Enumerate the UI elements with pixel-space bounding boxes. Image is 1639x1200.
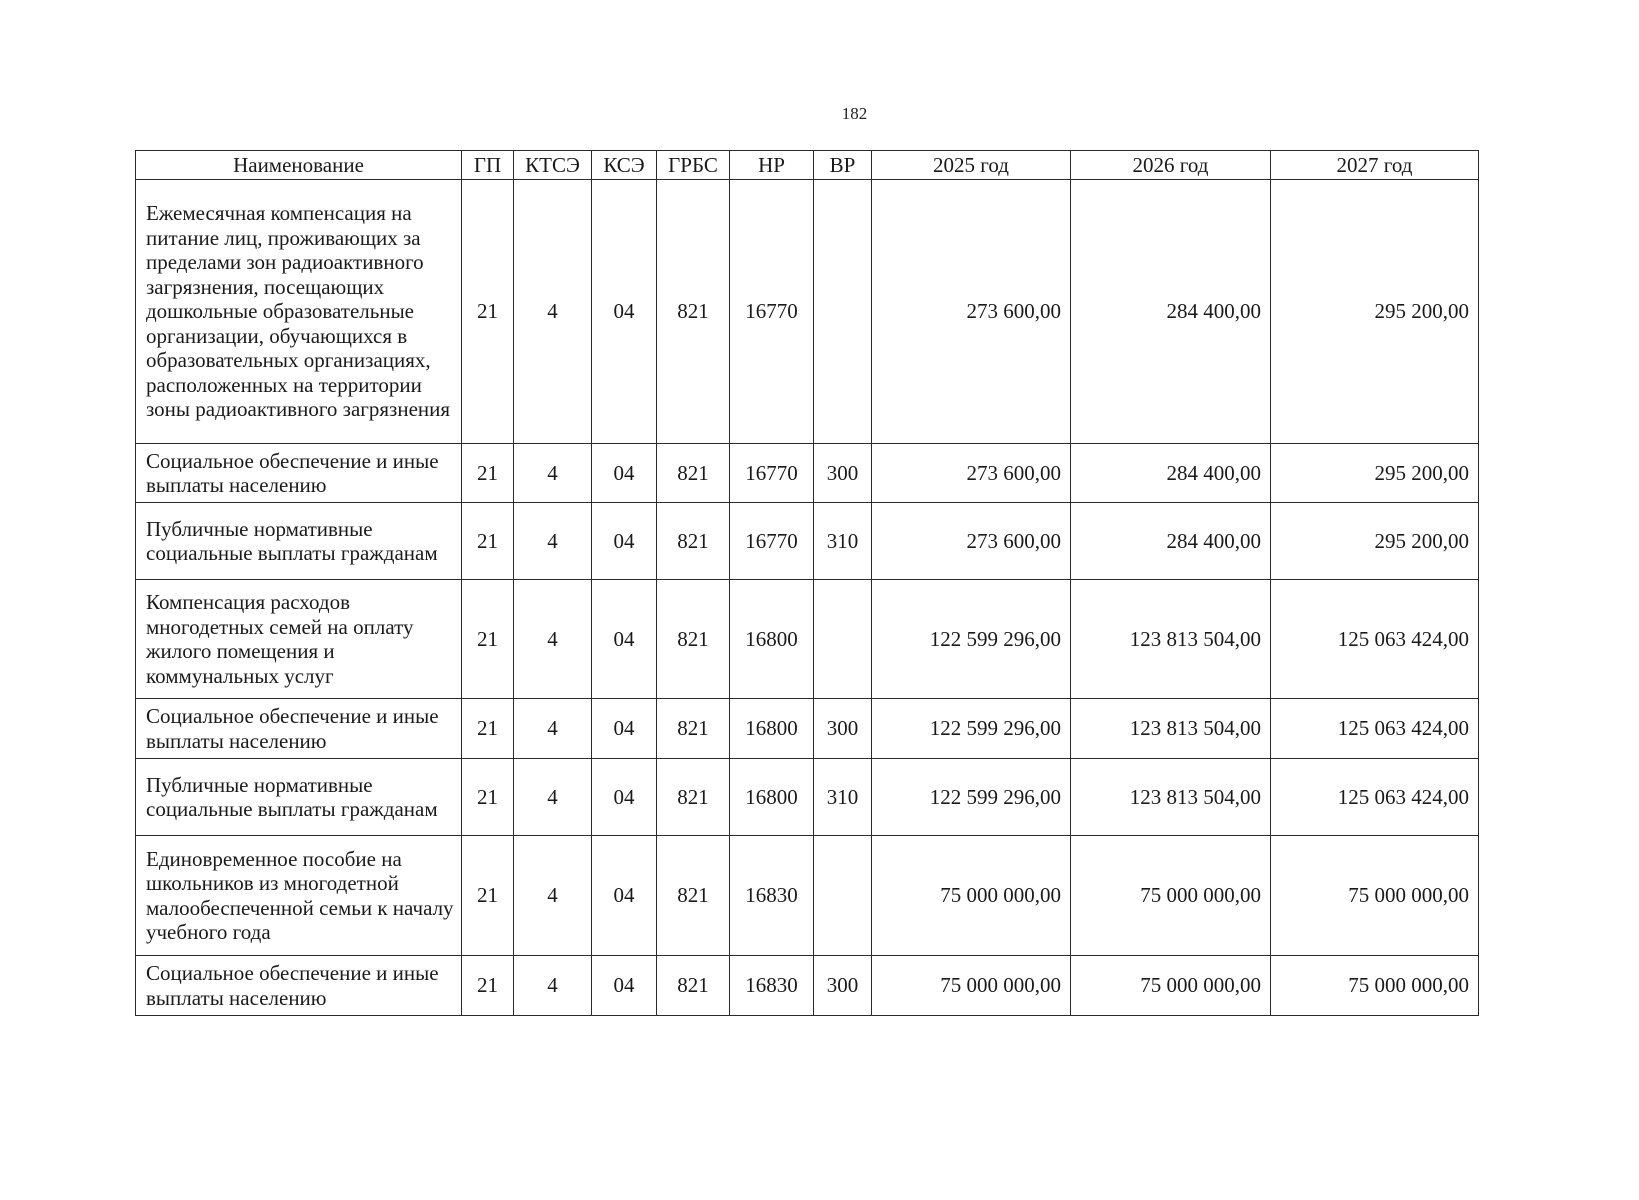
row-ktse: 4: [514, 759, 592, 836]
header-kse: КСЭ: [592, 151, 657, 180]
row-name: Социальное обеспечение и иные выплаты населению: [136, 699, 462, 759]
row-vr: [814, 180, 872, 444]
row-2027: 295 200,00: [1271, 444, 1479, 503]
row-grbs: 821: [657, 759, 730, 836]
row-kse: 04: [592, 759, 657, 836]
row-gp: 21: [462, 180, 514, 444]
row-nr: 16770: [730, 503, 814, 580]
row-name: Публичные нормативные социальные выплаты гражданам: [136, 503, 462, 580]
row-nr: 16830: [730, 956, 814, 1016]
row-kse: 04: [592, 444, 657, 503]
row-2025: 122 599 296,00: [872, 699, 1071, 759]
table-row: [136, 580, 1479, 699]
row-name: Социальное обеспечение и иные выплаты населению: [136, 956, 462, 1016]
row-gp: 21: [462, 699, 514, 759]
row-2026: 75 000 000,00: [1071, 956, 1271, 1016]
row-name: Единовременное пособие на школьников из многодетной малообеспеченной семьи к началу учебного года: [136, 836, 462, 956]
row-2025: 273 600,00: [872, 444, 1071, 503]
row-2027: 75 000 000,00: [1271, 956, 1479, 1016]
row-2027: 75 000 000,00: [1271, 836, 1479, 956]
row-gp: 21: [462, 836, 514, 956]
row-kse: 04: [592, 699, 657, 759]
row-name: Публичные нормативные социальные выплаты гражданам: [136, 759, 462, 836]
row-vr: 300: [814, 699, 872, 759]
row-nr: 16800: [730, 580, 814, 699]
row-vr: 300: [814, 444, 872, 503]
row-gp: 21: [462, 444, 514, 503]
row-vr: [814, 580, 872, 699]
row-gp: 21: [462, 759, 514, 836]
row-2027: 295 200,00: [1271, 180, 1479, 444]
row-nr: 16830: [730, 836, 814, 956]
row-2026: 123 813 504,00: [1071, 759, 1271, 836]
row-2025: 122 599 296,00: [872, 759, 1071, 836]
table-row: [136, 699, 1479, 759]
row-2025: 122 599 296,00: [872, 580, 1071, 699]
row-gp: 21: [462, 580, 514, 699]
row-2027: 295 200,00: [1271, 503, 1479, 580]
row-grbs: 821: [657, 580, 730, 699]
header-vr: ВР: [814, 151, 872, 180]
row-name: Ежемесячная компенсация на питание лиц, проживающих за пределами зон радиоактивного загрязнения, посещающих дошкольные образовательные организации, обучающихся в образовательных организациях, расположенных на территории зоны радиоактивного загрязнения: [136, 180, 462, 444]
page-number: 182: [841, 104, 868, 123]
row-vr: 310: [814, 503, 872, 580]
header-row: [136, 151, 1479, 180]
row-2026: 284 400,00: [1071, 444, 1271, 503]
row-kse: 04: [592, 956, 657, 1016]
row-grbs: 821: [657, 180, 730, 444]
row-nr: 16800: [730, 759, 814, 836]
row-ktse: 4: [514, 444, 592, 503]
row-2027: 125 063 424,00: [1271, 580, 1479, 699]
header-name: Наименование: [136, 151, 462, 180]
budget-table: [135, 150, 1479, 1016]
row-gp: 21: [462, 956, 514, 1016]
row-ktse: 4: [514, 836, 592, 956]
row-vr: [814, 836, 872, 956]
header-nr: НР: [730, 151, 814, 180]
row-kse: 04: [592, 180, 657, 444]
row-vr: 300: [814, 956, 872, 1016]
row-2025: 75 000 000,00: [872, 956, 1071, 1016]
row-kse: 04: [592, 580, 657, 699]
row-nr: 16770: [730, 180, 814, 444]
header-2026: 2026 год: [1071, 151, 1271, 180]
table-row: [136, 759, 1479, 836]
row-2027: 125 063 424,00: [1271, 759, 1479, 836]
table-row: [136, 836, 1479, 956]
table-row: [136, 444, 1479, 503]
row-gp: 21: [462, 503, 514, 580]
row-2027: 125 063 424,00: [1271, 699, 1479, 759]
table-row: [136, 503, 1479, 580]
row-2026: 75 000 000,00: [1071, 836, 1271, 956]
row-kse: 04: [592, 836, 657, 956]
row-2025: 273 600,00: [872, 503, 1071, 580]
row-2025: 75 000 000,00: [872, 836, 1071, 956]
row-nr: 16800: [730, 699, 814, 759]
header-ktse: КТСЭ: [514, 151, 592, 180]
header-grbs: ГРБС: [657, 151, 730, 180]
row-ktse: 4: [514, 180, 592, 444]
table-row: [136, 956, 1479, 1016]
header-gp: ГП: [462, 151, 514, 180]
row-kse: 04: [592, 503, 657, 580]
row-name: Компенсация расходов многодетных семей на оплату жилого помещения и коммунальных услуг: [136, 580, 462, 699]
row-nr: 16770: [730, 444, 814, 503]
row-ktse: 4: [514, 580, 592, 699]
row-grbs: 821: [657, 503, 730, 580]
row-vr: 310: [814, 759, 872, 836]
row-2026: 123 813 504,00: [1071, 699, 1271, 759]
header-2025: 2025 год: [872, 151, 1071, 180]
row-grbs: 821: [657, 699, 730, 759]
row-2025: 273 600,00: [872, 180, 1071, 444]
row-2026: 284 400,00: [1071, 180, 1271, 444]
table-row: [136, 180, 1479, 444]
row-grbs: 821: [657, 836, 730, 956]
header-2027: 2027 год: [1271, 151, 1479, 180]
row-grbs: 821: [657, 956, 730, 1016]
row-2026: 123 813 504,00: [1071, 580, 1271, 699]
row-ktse: 4: [514, 503, 592, 580]
row-2026: 284 400,00: [1071, 503, 1271, 580]
row-ktse: 4: [514, 956, 592, 1016]
row-grbs: 821: [657, 444, 730, 503]
row-ktse: 4: [514, 699, 592, 759]
row-name: Социальное обеспечение и иные выплаты населению: [136, 444, 462, 503]
